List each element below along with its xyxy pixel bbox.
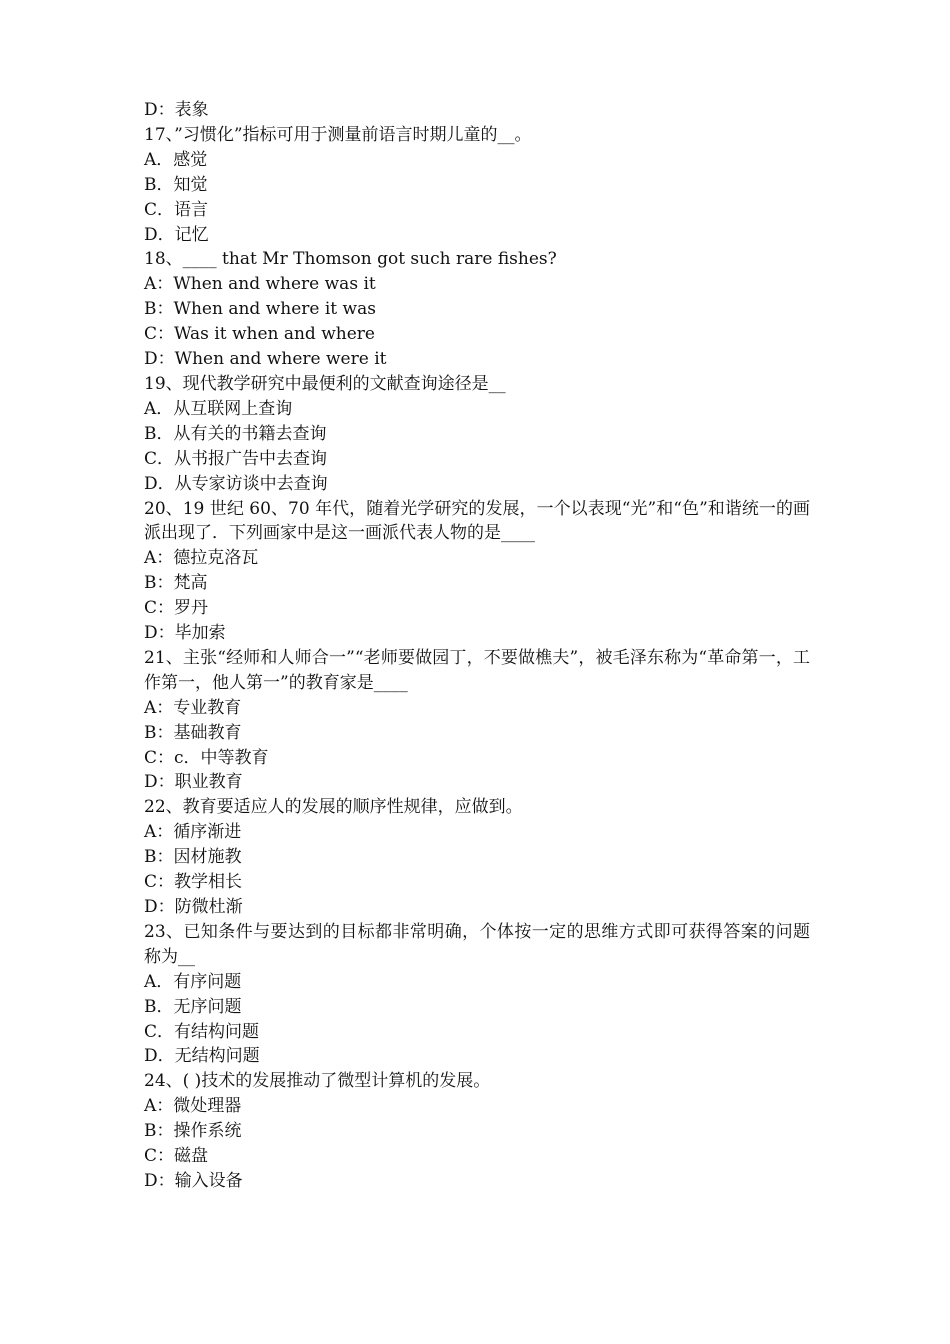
- option-line: D：防微杜渐: [144, 897, 243, 917]
- option-line: B：When and where it was: [144, 299, 376, 320]
- option-line: C：教学相长: [144, 872, 243, 893]
- page-content: [144, 98, 810, 1194]
- question-line: 18、____ that Mr Thomson got such rare fishes?: [144, 249, 557, 270]
- question-line: 24、( )技术的发展推动了微型计算机的发展。: [144, 1071, 491, 1092]
- option-line: A：专业教育: [144, 697, 242, 718]
- option-line: A：循序渐进: [144, 822, 242, 843]
- option-line: C：罗丹: [144, 598, 209, 619]
- option-line: A：微处理器: [144, 1096, 242, 1117]
- option-line: B：因材施教: [144, 847, 242, 868]
- option-line: D：职业教育: [144, 772, 243, 793]
- question-line: 17、”习惯化”指标可用于测量前语言时期儿童的__。: [144, 124, 532, 145]
- option-line: B．知觉: [144, 174, 208, 195]
- option-line: A：When and where was it: [144, 274, 376, 295]
- option-line: C．从书报广告中去查询: [144, 448, 328, 469]
- option-line: C．有结构问题: [144, 1021, 260, 1042]
- option-line: D：毕加索: [144, 623, 226, 644]
- option-line: B．从有关的书籍去查询: [144, 423, 327, 444]
- option-line: C．语言: [144, 199, 209, 220]
- option-line: B：基础教育: [144, 722, 242, 743]
- option-line: B．无序问题: [144, 996, 242, 1017]
- option-line: D：When and where were it: [144, 349, 387, 370]
- option-line: C：c．中等教育: [144, 747, 269, 768]
- question-line: 21、主张“经师和人师合一”“老师要做园丁，不要做樵夫”，被毛泽东称为“革命第一，工作第一，他人第一”的教育家是____: [144, 647, 810, 693]
- option-line: D：表象: [144, 100, 209, 120]
- option-line: A：德拉克洛瓦: [144, 548, 259, 569]
- question-line: 23、已知条件与要达到的目标都非常明确，个体按一定的思维方式即可获得答案的问题称为__: [144, 921, 810, 967]
- question-line: 20、19 世纪 60、70 年代，随着光学研究的发展，一个以表现“光”和“色”和谐统一的画派出现了．下列画家中是这一画派代表人物的是____: [144, 498, 810, 544]
- option-line: A．感觉: [144, 149, 208, 170]
- option-line: D．无结构问题: [144, 1046, 260, 1067]
- option-line: C：Was it when and where: [144, 324, 375, 345]
- option-line: D：输入设备: [144, 1170, 243, 1191]
- question-line: 19、现代教学研究中最便利的文献查询途径是__: [144, 373, 506, 394]
- option-line: A．有序问题: [144, 971, 242, 992]
- option-line: B：梵高: [144, 573, 208, 594]
- question-line: 22、教育要适应人的发展的顺序性规律，应做到。: [144, 797, 523, 818]
- option-line: A．从互联网上查询: [144, 398, 293, 419]
- option-line: D．记忆: [144, 224, 209, 245]
- option-line: B：操作系统: [144, 1121, 242, 1142]
- option-line: C：磁盘: [144, 1146, 209, 1167]
- option-line: D．从专家访谈中去查询: [144, 473, 328, 494]
